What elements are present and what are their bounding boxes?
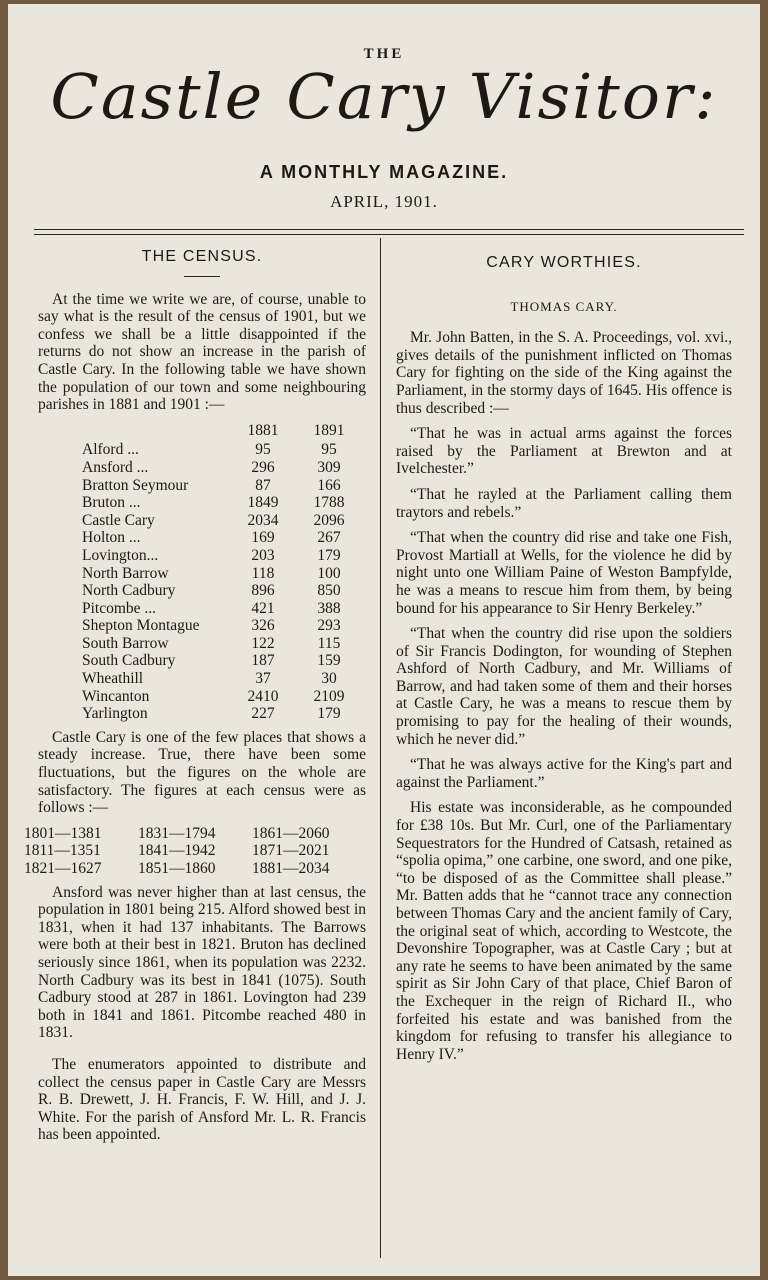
value-1881: 296	[251, 458, 275, 476]
worthies-paragraphs	[396, 329, 732, 1063]
value-1891: 293	[317, 617, 341, 635]
census-year-cell: 1861—2060	[252, 824, 330, 842]
worthies-paragraph: Mr. John Batten, in the S. A. Proceedings, vol. xvi., gives details of the punishment inflicted on Thomas Cary for fighting on the side of the King against the Parliament, in the stormy days of 1645. His offence is thus described :—	[396, 329, 732, 417]
value-1891: 166	[317, 476, 341, 494]
value-1891: 159	[317, 652, 341, 670]
name: Bratton Seymour	[82, 476, 189, 494]
value-1881: 203	[251, 546, 275, 564]
table-row	[82, 494, 362, 512]
census-para-4: The enumerators appointed to distribute and collect the census paper in Castle Cary are Messrs R. B. Drewett, J. H. Francis, F. W. Hill, and J. J. White. For the parish of Ansford Mr. L. R. Francis has been appointed.	[38, 1055, 366, 1144]
value-1881: 169	[251, 529, 275, 547]
name: North Barrow	[82, 564, 169, 582]
value-1891: 2109	[313, 687, 345, 705]
name: Pitcombe ...	[82, 599, 157, 617]
value-1881: 227	[251, 705, 275, 723]
top-rule-2	[34, 234, 744, 235]
name: South Barrow	[82, 634, 169, 652]
population-table-header	[82, 422, 362, 442]
value-1891: 179	[317, 705, 341, 723]
header-year-2: 1891	[313, 421, 345, 439]
table-row	[82, 670, 362, 688]
worthies-paragraph: “That he was always active for the King's part and against the Parliament.”	[396, 756, 732, 791]
value-1881: 421	[251, 599, 275, 617]
value-1881: 37	[255, 670, 271, 688]
name: Holton ...	[82, 529, 141, 547]
worthies-paragraph: “That when the country did rise upon the soldiers of Sir Francis Dodington, for wounding of Stephen Ashford of North Cadbury, and Mr. Williams of Barrow, and had taken some of them and their horses at Castle Cary, he was a means to rescue them by promising to pay for the healing of their wounds, which he never did.”	[396, 625, 732, 748]
table-row	[82, 705, 362, 723]
census-column	[24, 244, 366, 1152]
table-row	[82, 459, 362, 477]
value-1891: 115	[317, 634, 341, 652]
name: Ansford ...	[82, 458, 149, 476]
masthead-the: THE	[363, 46, 405, 62]
masthead-subtitle: A MONTHLY MAGAZINE.	[259, 162, 509, 182]
name: Shepton Montague	[82, 617, 200, 635]
name: North Cadbury	[82, 582, 176, 600]
census-year-cell: 1871—2021	[252, 842, 330, 860]
value-1891: 2096	[313, 511, 345, 529]
census-heading: THE CENSUS.	[141, 248, 263, 265]
name: Yarlington	[82, 705, 148, 723]
census-year-cell: 1801—1381	[24, 824, 102, 842]
table-row	[82, 477, 362, 495]
table-row	[82, 652, 362, 670]
table-row	[82, 635, 362, 653]
census-intro: At the time we write we are, of course, unable to say what is the result of the census of 1901, but we confess we shall be a little disappointed if the returns do not show an increase in the parish of Castle Cary. In the following table we have shown the population of our town and some neighbouring parishes in 1881 and 1901 :—	[38, 290, 366, 414]
table-row	[82, 529, 362, 547]
value-1881: 896	[251, 582, 275, 600]
population-table	[82, 422, 362, 723]
table-row	[82, 512, 362, 530]
population-rows	[82, 441, 362, 723]
census-heading-rule	[184, 276, 220, 277]
value-1881: 2034	[247, 511, 279, 529]
top-rule-1	[34, 229, 744, 230]
name: Wincanton	[82, 687, 150, 705]
masthead-title: Castle Cary Visitor:	[50, 60, 718, 133]
value-1891: 1788	[313, 494, 345, 512]
value-1891: 309	[317, 458, 341, 476]
value-1881: 95	[255, 441, 271, 459]
issue-date: APRIL, 1901.	[330, 192, 438, 211]
census-para-2: Castle Cary is one of the few places that shows a steady increase. True, there have been some fluctuations, but the figures on the whole are satisfactory. The figures at each census were as follows :—	[38, 728, 366, 817]
census-years-table	[24, 825, 366, 878]
table-row	[82, 600, 362, 618]
table-row	[82, 617, 362, 635]
value-1891: 850	[317, 582, 341, 600]
census-year-cell: 1881—2034	[252, 860, 330, 877]
table-row	[24, 842, 366, 860]
table-row	[82, 688, 362, 706]
worthies-paragraph: “That he was in actual arms against the forces raised by the Parliament at Brewton and at Ivelchester.”	[396, 425, 732, 478]
value-1881: 122	[251, 634, 275, 652]
value-1881: 187	[251, 652, 275, 670]
name: Alford ...	[82, 441, 139, 459]
value-1891: 179	[317, 546, 341, 564]
table-row	[24, 825, 366, 843]
value-1891: 100	[317, 564, 341, 582]
worthies-paragraph: His estate was inconsiderable, as he compounded for £38 10s. But Mr. Curl, one of the Parliamentary Sequestrators for the Hundred of Catsash, retained as “spolia opima,” one carbine, one sword, and one pike, “to be disposed of as the Committee shall please.” Mr. Batten adds that he “cannot trace any connection between Thomas Cary and the ancient family of Cary, the original seat of which, according to Westcote, the Devonshire Topographer, was at Castle Cary ; but at any rate he seems to have been animated by the same spirit as Sir John Cary of that place, Chief Baron of the Exchequer in the reign of Richard II., who forfeited his estate and was banished from the kingdom for refusing to transfer his allegiance to Henry IV.”	[396, 799, 732, 1063]
name: Castle Cary	[82, 511, 155, 529]
value-1881: 2410	[247, 687, 279, 705]
name: Lovington...	[82, 546, 159, 564]
census-year-cell: 1811—1351	[24, 842, 101, 860]
column-divider	[380, 238, 381, 1258]
census-year-cell: 1841—1942	[138, 842, 216, 860]
value-1881: 118	[251, 564, 275, 582]
value-1881: 326	[251, 617, 275, 635]
census-year-cell: 1851—1860	[138, 860, 216, 877]
worthies-column	[396, 244, 732, 1071]
value-1891: 388	[317, 599, 341, 617]
value-1891: 95	[321, 441, 337, 459]
worthies-paragraph: “That when the country did rise and take one Fish, Provost Martiall at Wells, for the violence he did by night unto one William Paine of Weston Bampfylde, he was a means to rescue him from them, by being bound for his appearance to Sir Henry Berkeley.”	[396, 529, 732, 617]
table-row	[24, 860, 366, 878]
magazine-page	[8, 4, 760, 1276]
census-years-rows	[24, 825, 366, 878]
worthies-subheading: THOMAS CARY.	[510, 298, 618, 314]
table-row	[82, 582, 362, 600]
name: Bruton ...	[82, 494, 141, 512]
table-row	[82, 547, 362, 565]
census-para-3: Ansford was never higher than at last census, the population in 1801 being 215. Alford showed best in 1831, when it had 137 inhabitants. The Barrows were both at their best in 1821. Bruton has declined seriously since 1861, when its population was 2232. North Cadbury was its best in 1841 (1075). South Cadbury stood at 287 in 1861. Lovington had 239 both in 1841 and 1861. Pitcombe reached 480 in 1831.	[38, 883, 366, 1042]
value-1881: 1849	[247, 494, 279, 512]
worthies-paragraph: “That he rayled at the Parliament calling them traytors and rebels.”	[396, 485, 732, 521]
value-1891: 30	[321, 670, 337, 688]
value-1881: 87	[255, 476, 271, 494]
value-1891: 267	[317, 529, 341, 547]
name: South Cadbury	[82, 652, 176, 670]
table-row	[82, 441, 362, 459]
name: Wheathill	[82, 670, 144, 688]
worthies-heading: CARY WORTHIES.	[486, 254, 642, 271]
census-year-cell: 1821—1627	[24, 860, 102, 877]
census-year-cell: 1831—1794	[138, 824, 216, 842]
header-year-1: 1881	[247, 421, 279, 439]
table-row	[82, 565, 362, 583]
